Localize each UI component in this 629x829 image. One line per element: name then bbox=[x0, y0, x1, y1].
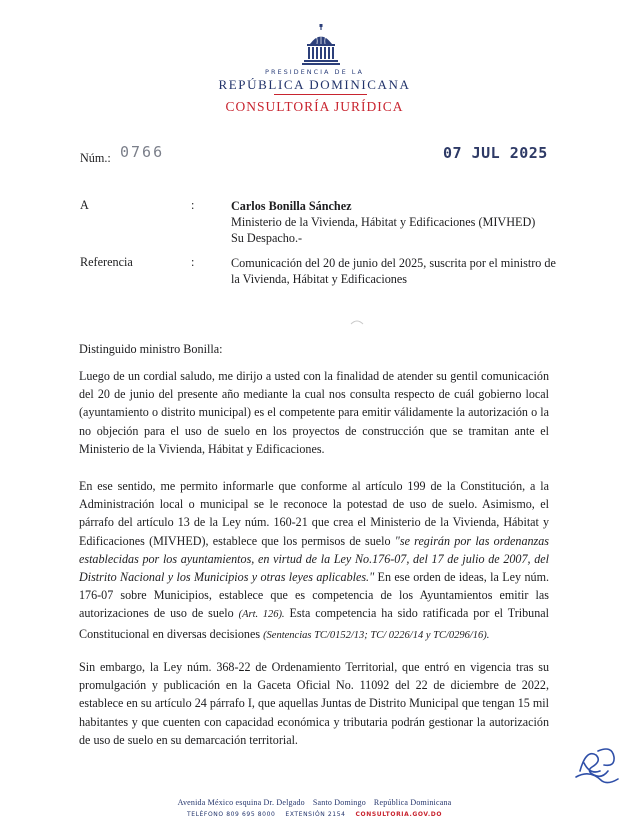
reference-colon: : bbox=[191, 255, 195, 269]
law-quote: "se regirán por las ordenanzas establecidas por los ayuntamientos, en virtud de la Ley No.176-07, del 17 de julio de 2007, del Distrito Nacional y los Municipios y otras leyes aplicables." bbox=[79, 533, 550, 585]
paragraph-2 bbox=[79, 477, 549, 645]
paragraph-1: Luego de un cordial saludo, me dirijo a usted con la finalidad de atender su gentil comunicación del 20 de junio del presente año mediante la cual nos consulta respecto de cuál gobierno local (ayuntamiento o distrito municipal) es el competente para emitir válidamente la autorización o la no objeción para el uso de suelo en los proyectos de construcción que se tramitan ante el Ministerio de la Vivienda, Hábitat y Edificaciones. bbox=[79, 369, 549, 456]
scan-smudge-mark bbox=[350, 318, 364, 326]
addressee-colon: : bbox=[191, 198, 195, 212]
paragraph-3: Sin embargo, la Ley núm. 368-22 de Ordenamiento Territorial, que entró en vigencia tras su promulgación y publicación en la Gaceta Oficial No. 11092 del 22 de diciembre de 2022, establece en su artículo 24 párrafo I, que aquellas Juntas de Distrito Municipal que tengan 15 mil habitantes y que cuenten con capacidad económica y tributaria podrán gestionar la autorización de uso de suelo en su demarcación territorial. bbox=[79, 660, 549, 747]
paragraph-2-text-c: Esta competencia ha sido ratificada por el Tribunal Constitucional en diversas decisiones bbox=[79, 606, 549, 641]
reference-line-1: Comunicación del 20 de junio del 2025, suscrita por el ministro de bbox=[231, 256, 556, 270]
salutation: Distinguido ministro Bonilla: bbox=[79, 342, 223, 356]
paragraph-2-text-a: En ese sentido, me permito informarle que conforme al artículo 199 de la Constitución, a la Administración local o municipal se le reconoce la potestad de uso de suelo. Asimismo, el párrafo del artículo 13 de la Ley núm. 160-21 que crea el Ministerio de la Vivienda, Hábitat y Edificaciones (MIVHED), establece que los permisos de suelo bbox=[79, 479, 549, 548]
addressee-office: Su Despacho.- bbox=[231, 231, 303, 245]
footer-contact-line bbox=[0, 811, 629, 818]
court-decisions-reference: (Sentencias TC/0152/13; TC/ 0226/14 y TC/0296/16). bbox=[263, 629, 490, 641]
footer-website-link[interactable]: CONSULTORIA.GOV.DO bbox=[355, 811, 443, 818]
paragraph-2-text-b: En ese orden de ideas, la Ley núm. 176-07 sobre Municipios, establece que es competencia de los Ayuntamientos emitir las autorizaciones de uso de suelo bbox=[79, 570, 549, 621]
addressee-label: A bbox=[80, 198, 89, 212]
handwritten-initials-icon bbox=[572, 741, 622, 787]
reference-label: Referencia bbox=[80, 255, 133, 269]
footer-country: República Dominicana bbox=[373, 798, 452, 807]
num-label: Núm.: bbox=[80, 151, 111, 165]
dominican-seal-icon bbox=[298, 24, 344, 66]
addressee-name: Carlos Bonilla Sánchez bbox=[231, 199, 352, 213]
department-name: CONSULTORÍA JURÍDICA bbox=[225, 99, 404, 114]
footer-extension: EXTENSIÓN 2154 bbox=[285, 811, 346, 818]
institution-main-text: REPÚBLICA DOMINICANA bbox=[218, 77, 411, 92]
footer-address: Avenida México esquina Dr. Delgado bbox=[177, 798, 305, 807]
document-number-stamp: 0766 bbox=[120, 143, 165, 161]
footer-city: Santo Domingo bbox=[312, 798, 366, 807]
date-stamp: 07 JUL 2025 bbox=[443, 144, 548, 162]
addressee-ministry: Ministerio de la Vivienda, Hábitat y Edificaciones (MIVHED) bbox=[231, 215, 536, 229]
footer-phone: TELÉFONO 809 695 8000 bbox=[186, 811, 276, 818]
reference-line-2: la Vivienda, Hábitat y Edificaciones bbox=[231, 272, 408, 286]
footer-address-line bbox=[0, 798, 629, 807]
article-reference: (Art. 126). bbox=[238, 609, 285, 621]
institution-small-text: PRESIDENCIA DE LA bbox=[265, 68, 364, 76]
header-divider bbox=[274, 94, 367, 95]
